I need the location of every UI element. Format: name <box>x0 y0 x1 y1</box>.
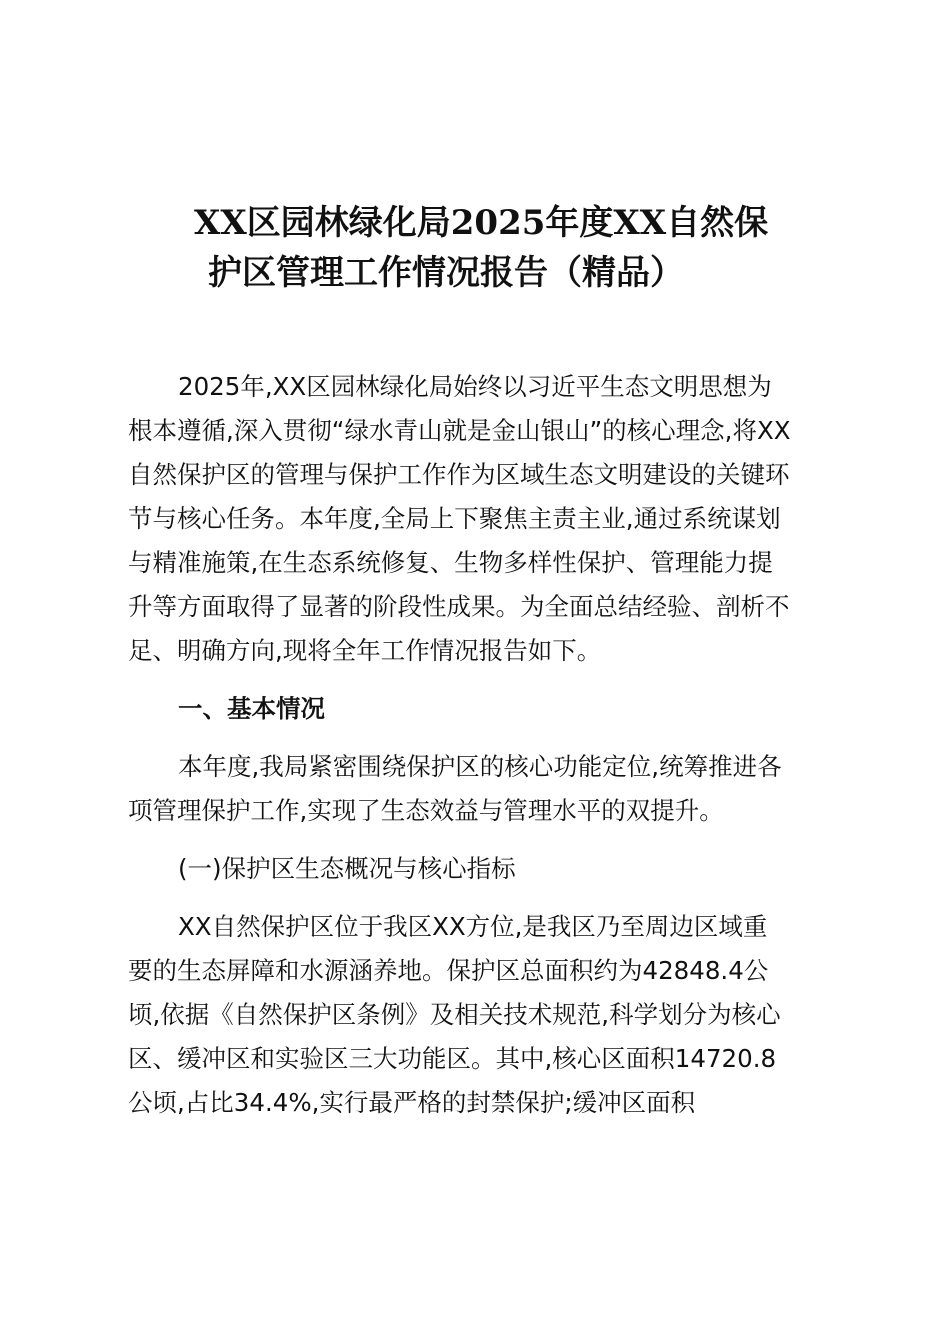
intro-line-4: 节与核心任务。本年度,全局上下聚焦主责主业,通过系统谋划 <box>128 504 781 533</box>
section1-line-2: 项管理保护工作,实现了生态效益与管理水平的双提升。 <box>128 796 724 825</box>
subsection1-paragraph <box>128 905 822 1125</box>
document-body <box>128 365 822 1139</box>
title-line-2: 护区管理工作情况报告（精品） <box>208 253 684 293</box>
section1-line-1: 本年度,我局紧密围绕保护区的核心功能定位,统筹推进各 <box>178 752 782 781</box>
intro-line-2: 根本遵循,深入贯彻“绿水青山就是金山银山”的核心理念,将XX <box>128 416 791 445</box>
intro-line-6: 升等方面取得了显著的阶段性成果。为全面总结经验、剖析不 <box>128 592 790 621</box>
intro-line-7: 足、明确方向,现将全年工作情况报告如下。 <box>128 636 602 665</box>
intro-line-3: 自然保护区的管理与保护工作作为区域生态文明建设的关键环 <box>128 460 790 489</box>
subsection1-line-2: 要的生态屏障和水源涵养地。保护区总面积约为42848.4公 <box>128 956 769 985</box>
section-heading-basic-situation: 一、基本情况 <box>178 694 325 723</box>
intro-line-1: 2025年,XX区园林绿化局始终以习近平生态文明思想为 <box>178 372 772 401</box>
intro-paragraph <box>128 365 822 673</box>
subsection1-line-3: 顷,依据《自然保护区条例》及相关技术规范,科学划分为核心 <box>128 1000 781 1029</box>
section1-paragraph <box>128 745 822 833</box>
subsection1-line-1: XX自然保护区位于我区XX方位,是我区乃至周边区域重 <box>178 912 768 941</box>
subsection-heading-ecology-overview: (一)保护区生态概况与核心指标 <box>178 854 516 883</box>
subsection1-line-4: 区、缓冲区和实验区三大功能区。其中,核心区面积14720.8 <box>128 1044 777 1073</box>
document-title <box>150 198 850 298</box>
subsection1-line-5: 公顷,占比34.4%,实行最严格的封禁保护;缓冲区面积 <box>128 1088 696 1117</box>
intro-line-5: 与精准施策,在生态系统修复、生物多样性保护、管理能力提 <box>128 548 773 577</box>
title-line-1: XX区园林绿化局2025年度XX自然保 <box>194 203 769 243</box>
